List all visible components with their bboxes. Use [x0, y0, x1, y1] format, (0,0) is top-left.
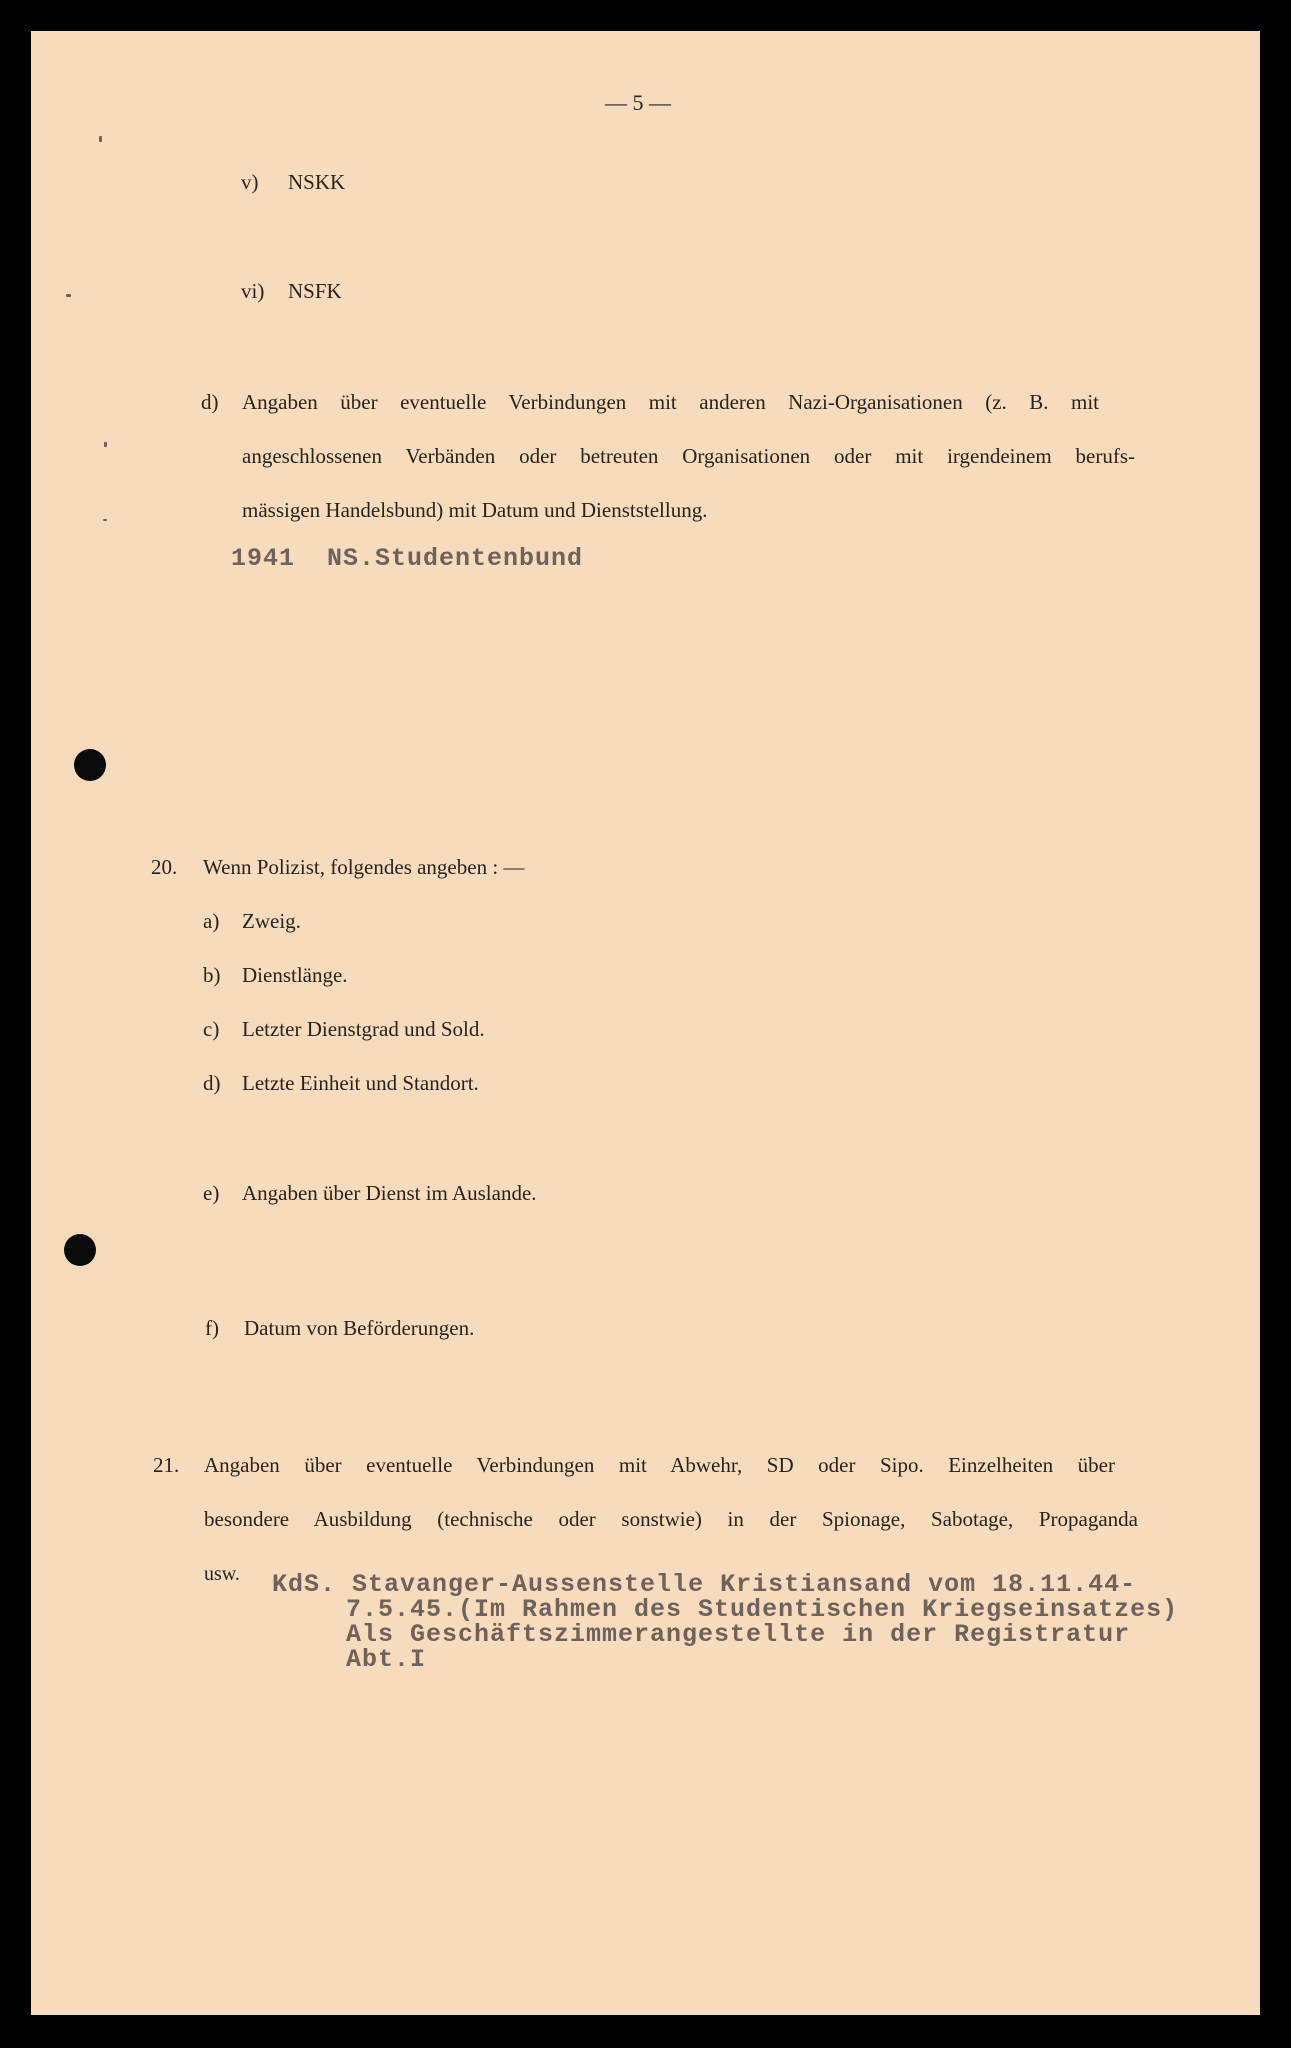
punch-hole-bottom: [64, 1234, 96, 1266]
question-21-line-1: [204, 1455, 1115, 1476]
q20-sub-f-text: Datum von Beförderungen.: [244, 1316, 475, 1340]
typed-answer-21-line-3: Als Geschäftszimmerangestellte in der Registratur: [346, 1620, 1131, 1649]
question-21-line-2: [204, 1509, 1138, 1530]
item-v-text: NSKK: [288, 170, 346, 194]
q20-sub-b-label: b): [203, 963, 221, 987]
question-20-text: Wenn Polizist, folgendes angeben : —: [203, 855, 525, 879]
typed-answer-21-line-1: KdS. Stavanger-Aussenstelle Kristiansand vom 18.11.44-: [272, 1570, 1137, 1599]
item-d-text-line-3: mässigen Handelsbund) mit Datum und Dienststellung.: [242, 498, 708, 522]
question-21-text-line-1: Angaben über eventuelle Verbindungen mit Abwehr, SD oder Sipo. Einzelheiten über: [204, 1453, 1115, 1477]
margin-mark: [66, 294, 71, 297]
item-d-text-line-2: angeschlossenen Verbänden oder betreuten Organisationen oder mit irgendeinem berufs-: [242, 444, 1135, 468]
typed-answer-d: 1941 NS.Studentenbund: [231, 544, 584, 573]
question-21-number: 21.: [153, 1453, 180, 1477]
typed-answer-21-line-2: 7.5.45.(Im Rahmen des Studentischen Kriegseinsatzes): [346, 1595, 1179, 1624]
q20-sub-e-label: e): [203, 1181, 220, 1205]
q20-sub-d-label: d): [203, 1071, 221, 1095]
item-d-line-1: [242, 392, 1099, 413]
margin-mark: [103, 519, 107, 521]
q20-sub-a-text: Zweig.: [242, 909, 301, 933]
item-v-label: v): [241, 170, 259, 194]
item-vi-text: NSFK: [288, 279, 342, 303]
page-number: — 5 —: [605, 90, 671, 115]
margin-mark: [99, 136, 102, 142]
q20-sub-c-label: c): [203, 1017, 220, 1041]
question-20-number: 20.: [151, 855, 178, 879]
q20-sub-d-text: Letzte Einheit und Standort.: [242, 1071, 479, 1095]
q20-sub-e-text: Angaben über Dienst im Auslande.: [242, 1181, 537, 1205]
item-d-label: d): [201, 390, 219, 414]
item-d-text-line-1: Angaben über eventuelle Verbindungen mit anderen Nazi-Organisationen (z. B. mit: [242, 390, 1099, 414]
q20-sub-f-label: f): [205, 1316, 219, 1340]
item-d-line-2: [242, 446, 1135, 467]
question-21-text-line-2: besondere Ausbildung (technische oder sonstwie) in der Spionage, Sabotage, Propaganda: [204, 1507, 1138, 1531]
question-21-text-line-3: usw.: [204, 1563, 240, 1585]
q20-sub-b-text: Dienstlänge.: [242, 963, 348, 987]
q20-sub-c-text: Letzter Dienstgrad und Sold.: [242, 1017, 485, 1041]
punch-hole-top: [74, 749, 106, 781]
typed-answer-21-line-4: Abt.I: [346, 1645, 427, 1674]
q20-sub-a-label: a): [203, 909, 220, 933]
item-vi-label: vi): [241, 279, 265, 303]
margin-mark: [104, 442, 107, 447]
